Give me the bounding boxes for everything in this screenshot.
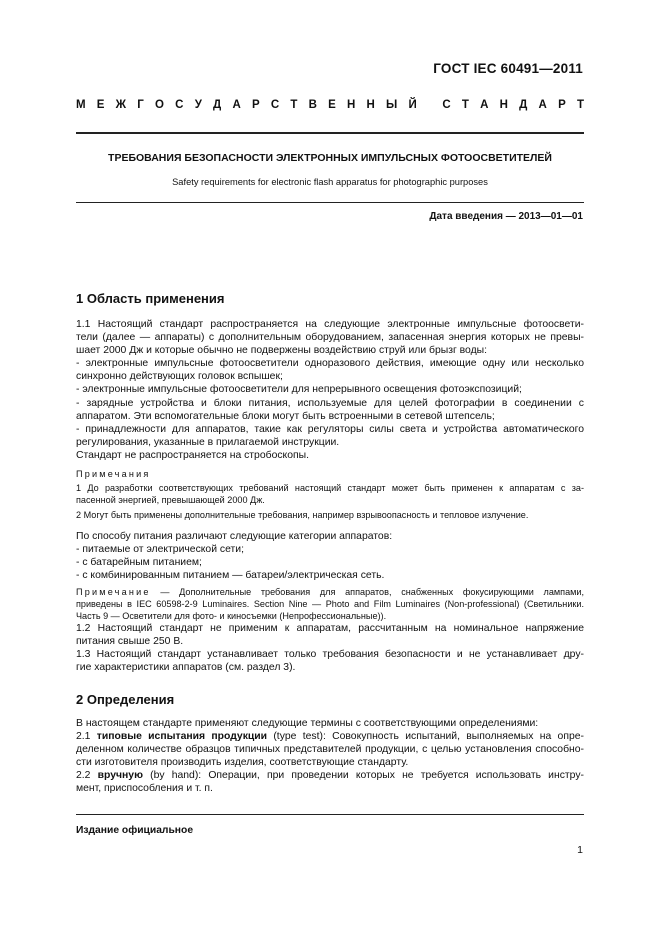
section1-body [76, 318, 584, 462]
interstate-letter: Т [461, 99, 469, 111]
line: 1.1 Настоящий стандарт распространяется на следующие электронные импульсные фотоосвети- [76, 319, 584, 330]
line: шает 2000 Дж и которые обычно не подвержены воздействию струй или брызг воды: [76, 345, 488, 357]
line: — Дополнительные требования для аппаратов, снабженных фокусирующими лампами, [150, 587, 584, 597]
interstate-letter [428, 99, 431, 111]
note-heading: Примечание [76, 587, 151, 597]
line: мент, приспособления и т. п. [76, 783, 213, 795]
interstate-letter: Ж [115, 99, 127, 111]
clause-1-3: 1.3 Настоящий стандарт устанавливает только требования безопасности и не устанавливает дру- [76, 649, 584, 661]
line: гие характеристики аппаратов (см. раздел 3). [76, 662, 296, 674]
interstate-letter: Е [96, 99, 105, 111]
list-item: - электронные импульсные фотоосветители одноразового действия, имеющие одну или несколько [76, 358, 584, 370]
interstate-letter: Д [519, 99, 528, 111]
interstate-letter: С [175, 99, 184, 111]
edition-label: Издание официальное [76, 825, 194, 836]
clause-number: 2.2 [76, 770, 98, 782]
power-categories [76, 530, 584, 582]
para-1-1 [76, 318, 584, 357]
interstate-letter: В [308, 99, 317, 111]
interstate-letter: А [232, 99, 241, 111]
interstate-letter: Й [408, 99, 417, 111]
interstate-letter: Р [558, 99, 566, 111]
line: аппаратом. Эти вспомогательные блоки могут быть встроенными в сетевой штепсель; [76, 410, 495, 422]
standard-code: ГОСТ IEC 60491—2011 [433, 61, 583, 76]
page-number: 1 [577, 844, 583, 856]
footer-rule [76, 814, 584, 815]
line: приведены в IEC 60598-2-9 Luminaires. Section Nine — Photo and Film Luminaires (Non-professional) (Светильники. [76, 599, 584, 610]
section1-notes [76, 468, 584, 521]
interstate-letter: Д [213, 99, 222, 111]
line: тели (далее — аппараты) с дополнительным оборудованием, запасенная энергия которых не превы- [76, 332, 584, 344]
line: синхронно действующих головок вспышек; [76, 371, 283, 383]
note-2: 2 Могут быть применены дополнительные требования, например взрывоопасность и тепловое излучение. [76, 509, 529, 520]
list-item: - электронные импульсные фотоосветители для непрерывного освещения фотоэкспозиций; [76, 384, 522, 396]
interstate-letter: М [76, 99, 86, 111]
interstate-letter: У [194, 99, 202, 111]
line: регулирования, указанные в прилагаемой инструкции. [76, 436, 340, 448]
section1-clauses [76, 622, 584, 674]
line: пасенной энергией, превышающей 2000 Дж. [76, 495, 265, 506]
header-rule [76, 132, 584, 134]
interstate-letter: Р [251, 99, 260, 111]
interstate-letter: Ы [386, 99, 398, 111]
interstate-letter: Н [366, 99, 375, 111]
term: вручную [97, 770, 143, 782]
note-1: 1 До разработки соответствующих требований настоящий стандарт может быть применен к аппаратам с за- [76, 483, 584, 494]
statement: По способу питания различают следующие категории аппаратов: [76, 531, 393, 542]
definition: (type test): Совокупность испытаний, выполняемых на опре- [267, 731, 584, 743]
interstate-letter: А [538, 99, 547, 111]
list-item: - питаемые от электрической сети; [76, 544, 244, 556]
interstate-letter: Г [137, 99, 144, 111]
statement: В настоящем стандарте применяют следующие термины с соответствующими определениями: [76, 718, 539, 729]
interstate-letter: С [270, 99, 280, 111]
list-item: - зарядные устройства и блоки питания, используемые для целей фотографии в соединении с [76, 397, 584, 409]
section1-heading: 1 Область применения [76, 291, 225, 306]
line: питания свыше 250 В. [76, 636, 184, 648]
interstate-letter: Т [290, 99, 298, 111]
interstate-standard-label [76, 99, 584, 111]
interstate-letter: С [442, 99, 451, 111]
interstate-letter: Н [346, 99, 356, 111]
notes-heading: Примечания [76, 469, 151, 479]
clause-number: 2.1 [76, 731, 97, 743]
title-ru: ТРЕБОВАНИЯ БЕЗОПАСНОСТИ ЭЛЕКТРОННЫХ ИМПУЛЬСНЫХ ФОТООСВЕТИТЕЛЕЙ [108, 152, 552, 164]
section2-body [76, 717, 584, 796]
title-en: Safety requirements for electronic flash apparatus for photographic purposes [172, 177, 488, 187]
list-item: - с батарейным питанием; [76, 557, 202, 569]
list-item: - с комбинированным питанием — батареи/электрическая сеть. [76, 570, 385, 582]
title-rule [76, 202, 584, 203]
term: типовые испытания продукции [96, 731, 268, 743]
interstate-letter: Т [576, 99, 584, 111]
list-item: - принадлежности для аппаратов, такие как регуляторы силы света и устройства автоматического [76, 423, 584, 435]
interstate-letter: Е [328, 99, 336, 111]
line: Часть 9 — Осветители для фото- и киносъемки (Непрофессиональные)). [76, 611, 387, 622]
section1-note-single [76, 586, 584, 623]
statement: Стандарт не распространяется на стробоскопы. [76, 449, 309, 461]
interstate-letter: О [155, 99, 164, 111]
interstate-letter: А [480, 99, 489, 111]
clause-1-2: 1.2 Настоящий стандарт не применим к аппаратам, рассчитанным на номинальное напряжение [76, 623, 584, 634]
section2-heading: 2 Определения [76, 692, 175, 707]
intro-date: Дата введения — 2013—01—01 [429, 211, 583, 222]
definition: (by hand): Операции, при проведении которых не требуется использовать инстру- [142, 770, 584, 782]
line: деленном количестве образцов типичных представителей продукции, с целью установления способно- [76, 744, 584, 756]
interstate-letter: Н [499, 99, 508, 111]
line: сти изготовителя производить изделия, соответствующие стандарту. [76, 757, 409, 769]
